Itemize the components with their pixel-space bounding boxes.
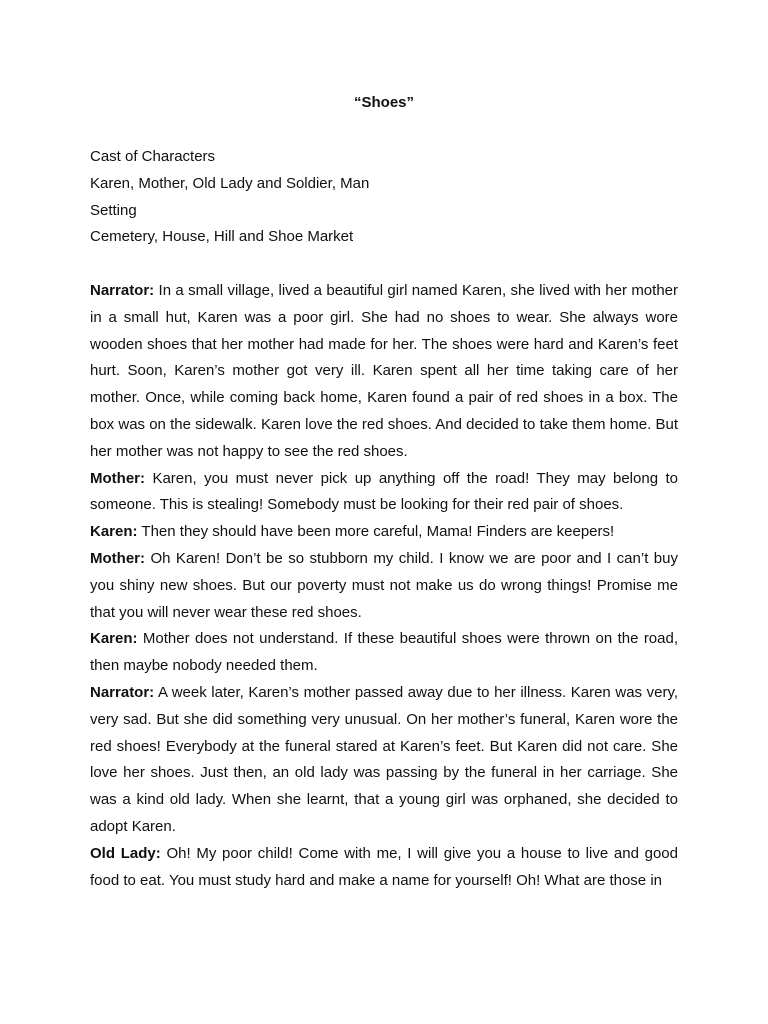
dialogue-paragraph (90, 519, 678, 546)
dialogue-paragraph (90, 841, 678, 895)
dialogue-text: Oh! My poor child! Come with me, I will give you a house to live and good food to eat. You must study hard and make a name for yourself! Oh! What are those in (90, 844, 678, 889)
dialogue-text: Mother does not understand. If these beautiful shoes were thrown on the road, then maybe nobody needed them. (90, 630, 679, 675)
speaker-name: Karen: (90, 630, 138, 648)
speaker-name: Mother: (90, 469, 145, 487)
dialogue-text: Then they should have been more careful, Mama! Finders are keepers! (141, 523, 615, 541)
cast-and-setting (90, 144, 678, 251)
dialogue-paragraph (90, 680, 678, 841)
cast-list: Karen, Mother, Old Lady and Soldier, Man (90, 174, 370, 192)
dialogue-paragraph (90, 626, 678, 680)
dialogue-paragraph (90, 546, 678, 626)
document-title: “Shoes” (353, 94, 414, 111)
setting-list: Cemetery, House, Hill and Shoe Market (90, 228, 354, 246)
dialogue-text: A week later, Karen’s mother passed away due to her illness. Karen was very, very sad. But she did something very unusual. On her mother’s funeral, Karen wore the red shoes! Everybody at the funeral stared at Karen’s feet. But Karen did not care. She love her shoes. Just then, an old lady was passing by the funeral in her carriage. She was a kind old lady. When she learnt, that a young girl was orphaned, she decided to adopt Karen. (90, 683, 679, 835)
speaker-name: Mother: (90, 549, 145, 567)
dialogue-text: Karen, you must never pick up anything off the road! They may belong to someone. This is stealing! Somebody must be looking for their red pair of shoes. (90, 469, 678, 514)
dialogue-text: In a small village, lived a beautiful girl named Karen, she lived with her mother in a small hut, Karen was a poor girl. She had no shoes to wear. She always wore wooden shoes that her mother had made for her. The shoes were hard and Karen’s feet hurt. Soon, Karen’s mother got very ill. Karen spent all her time taking care of her mother. Once, while coming back home, Karen found a pair of red shoes in a box. The box was on the sidewalk. Karen love the red shoes. And decided to take them home. But her mother was not happy to see the red shoes. (90, 282, 678, 460)
speaker-name: Karen: (90, 523, 138, 541)
dialogue-paragraph (90, 466, 678, 520)
speaker-name: Narrator: (90, 683, 155, 701)
script-body (90, 278, 678, 894)
dialogue-text: Oh Karen! Don’t be so stubborn my child. I know we are poor and I can’t buy you shiny new shoes. But our poverty must not make us do wrong things! Promise me that you will never wear these red shoes. (90, 549, 678, 621)
cast-heading: Cast of Characters (90, 148, 216, 165)
speaker-name: Old Lady: (90, 844, 161, 862)
setting-heading: Setting (90, 201, 137, 219)
dialogue-paragraph (90, 278, 678, 466)
speaker-name: Narrator: (90, 282, 155, 299)
